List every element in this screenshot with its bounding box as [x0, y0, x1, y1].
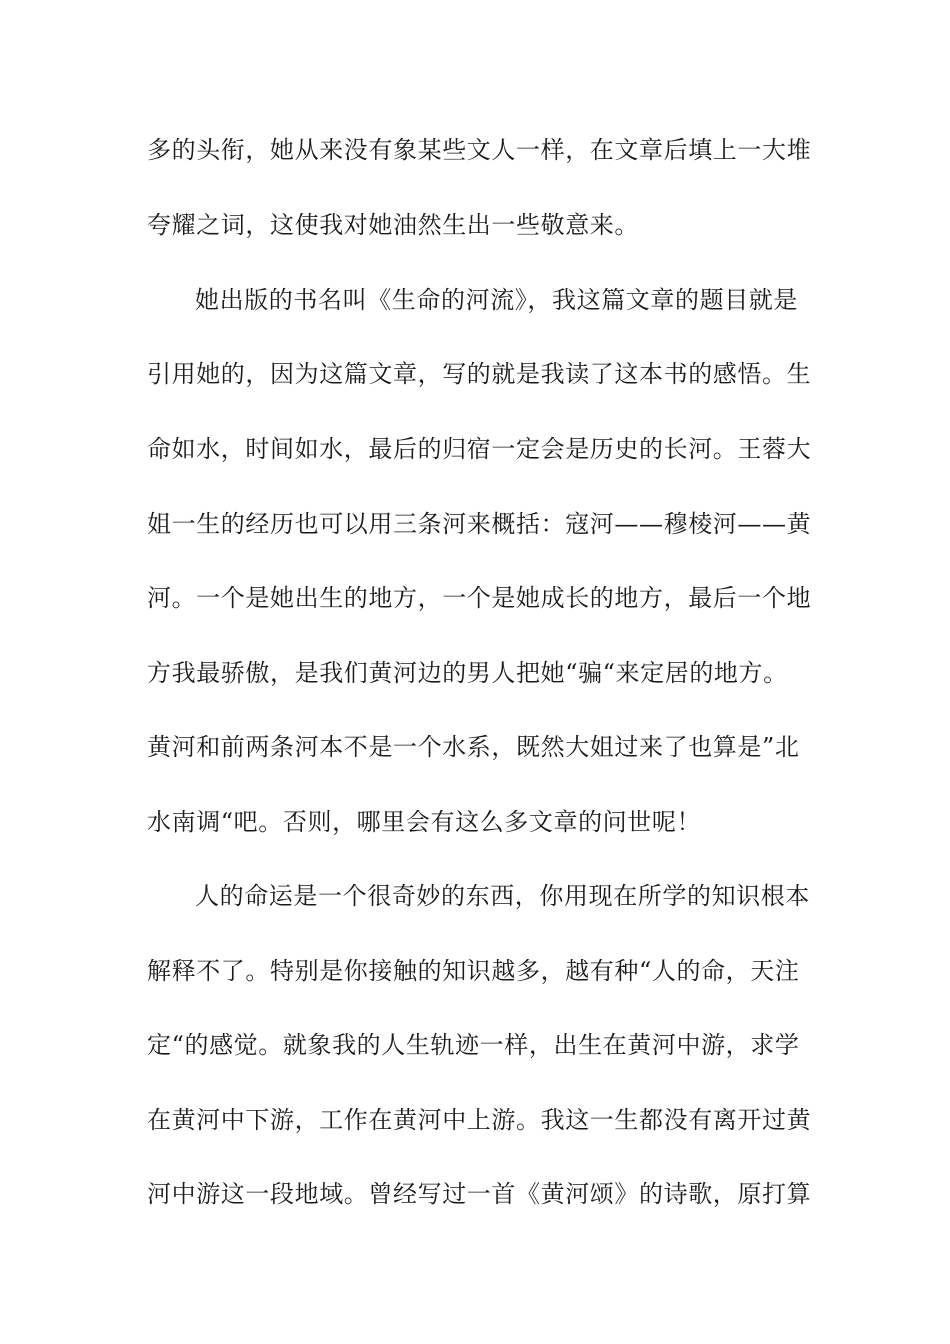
text-line: 方我最骄傲，是我们黄河边的男人把她“骗“来定居的地方。 [147, 659, 788, 687]
text-line: 命如水，时间如水，最后的归宿一定会是历史的长河。王蓉大 [147, 435, 812, 463]
text-line: 河中游这一段地域。曾经写过一首《黄河颂》的诗歌，原打算 [147, 1180, 812, 1208]
text-line: 河。一个是她出生的地方，一个是她成长的地方，最后一个地 [147, 584, 812, 612]
text-line: 在黄河中下游，工作在黄河中上游。我这一生都没有离开过黄 [147, 1106, 812, 1134]
text-line: 多的头衔，她从来没有象某些文人一样，在文章后填上一大堆 [147, 136, 812, 164]
paragraph-first-line: 她出版的书名叫《生命的河流》，我这篇文章的题目就是 [195, 286, 798, 314]
text-line: 夸耀之词，这使我对她油然生出一些敬意来。 [147, 211, 639, 239]
text-line: 黄河和前两条河本不是一个水系，既然大姐过来了也算是”北 [147, 733, 800, 761]
text-line: 水南调“吧。否则，哪里会有这么多文章的问世呢！ [147, 808, 702, 836]
text-line: 引用她的，因为这篇文章，写的就是我读了这本书的感悟。生 [147, 360, 812, 388]
paragraph-first-line: 人的命运是一个很奇妙的东西，你用现在所学的知识根本 [195, 882, 810, 910]
text-line: 解释不了。特别是你接触的知识越多，越有种“人的命，天注 [147, 957, 800, 985]
text-line: 姐一生的经历也可以用三条河来概括：寇河——穆棱河——黄 [147, 510, 812, 538]
text-line: 定“的感觉。就象我的人生轨迹一样，出生在黄河中游，求学 [147, 1031, 800, 1059]
